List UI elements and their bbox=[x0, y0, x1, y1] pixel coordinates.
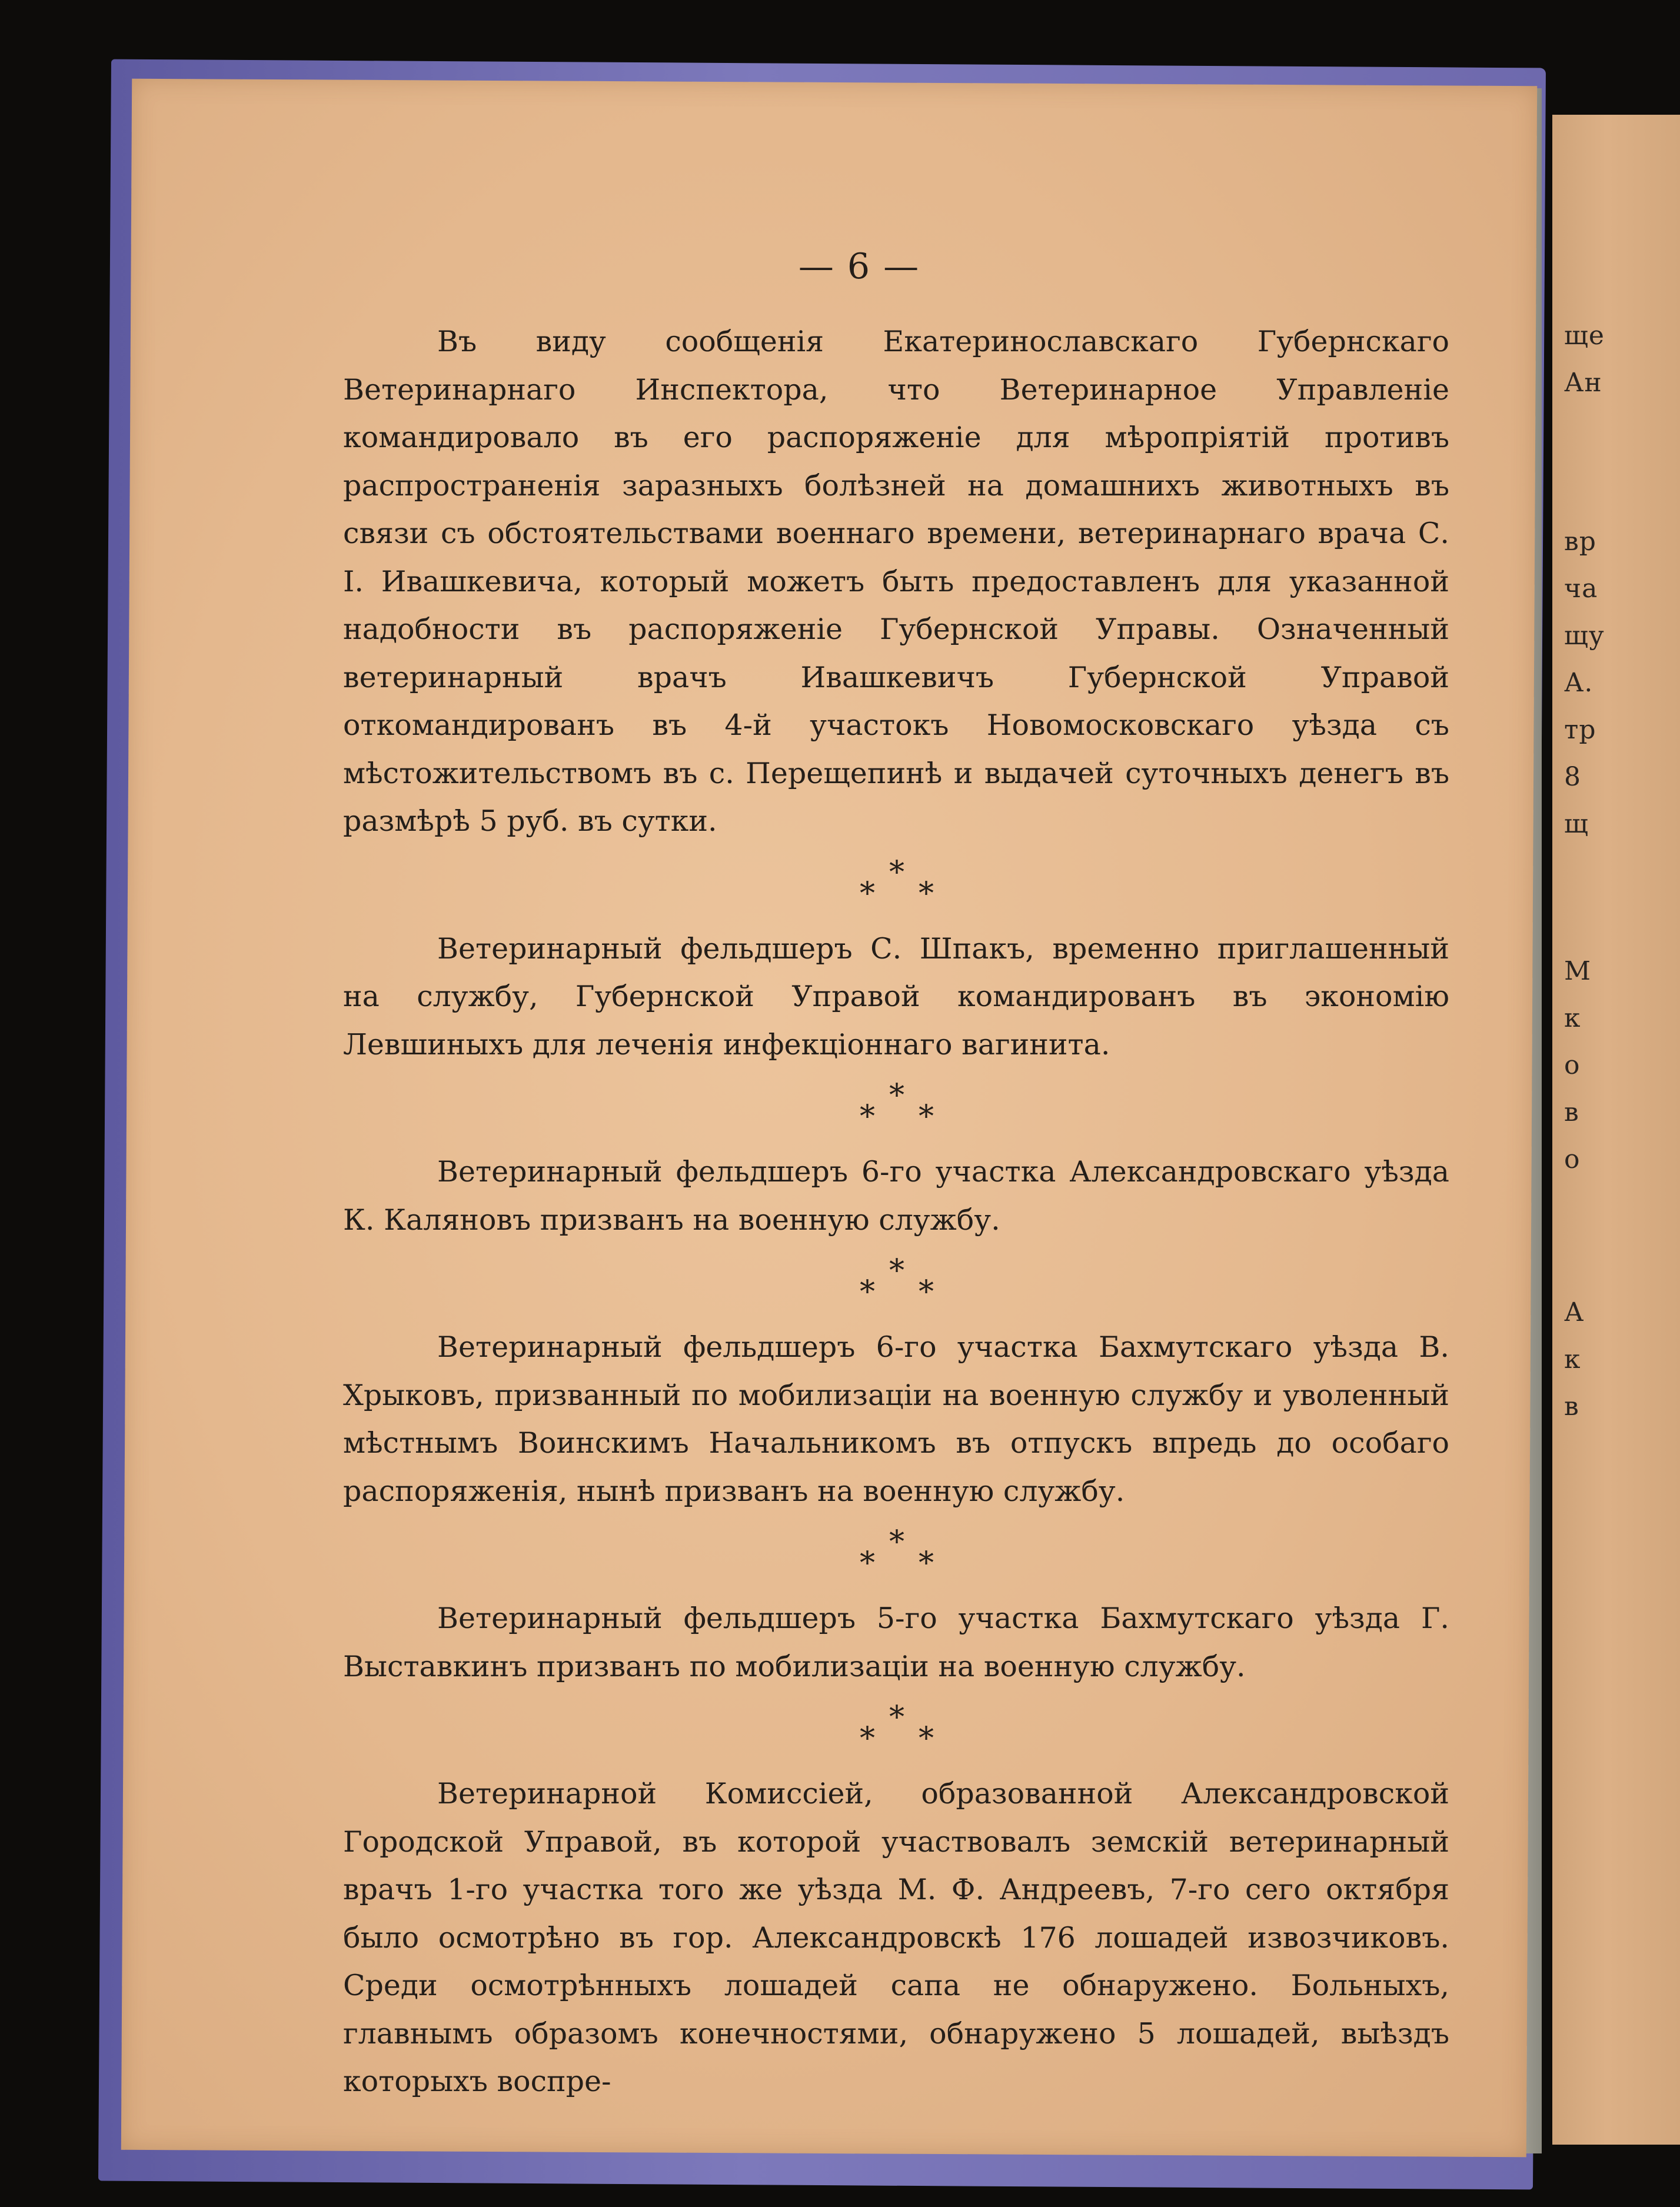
paragraph: Ветеринарный фельдшеръ С. Шпакъ, временно приглашенный на службу, Губернской Управой командированъ въ экономію Левшиныхъ для леченія инфекціоннаго вагинита. bbox=[343, 931, 1449, 1061]
facing-page-fragment: Ан bbox=[1564, 368, 1602, 398]
facing-page-fragment: щу bbox=[1564, 621, 1605, 651]
paragraph: Ветеринарный фельдшеръ 6-го участка Бахмутскаго уѣзда В. Хрыковъ, призванный по мобилизаціи на военную службу и уволенный мѣстнымъ Воинскимъ Начальникомъ въ отпускъ впредь до особаго распоряженія, нынѣ призванъ на военную службу. bbox=[343, 1330, 1449, 1508]
asterism-star: * bbox=[889, 1524, 904, 1560]
asterism-star: * bbox=[860, 876, 875, 911]
asterism-star: * bbox=[860, 1099, 875, 1134]
facing-page-fragment: в bbox=[1564, 1097, 1579, 1127]
asterism-star: * bbox=[919, 1721, 934, 1756]
paragraph: Ветеринарный фельдшеръ 6-го участка Александровскаго уѣзда К. Каляновъ призванъ на военную службу. bbox=[343, 1155, 1449, 1237]
facing-page-fragment: ще bbox=[1564, 321, 1605, 351]
facing-page-fragment: М bbox=[1564, 956, 1592, 986]
asterism-divider bbox=[837, 1515, 955, 1595]
facing-page-fragment: щ bbox=[1564, 809, 1589, 839]
facing-page-fragment: к bbox=[1564, 1344, 1581, 1374]
facing-page-fragment: к bbox=[1564, 1003, 1581, 1033]
facing-page-fragment: в bbox=[1564, 1392, 1579, 1422]
asterism-divider bbox=[837, 1244, 955, 1323]
facing-page-fragment: ча bbox=[1564, 574, 1598, 604]
asterism-star: * bbox=[919, 1099, 934, 1134]
asterism-divider bbox=[837, 1068, 955, 1148]
asterism-star: * bbox=[860, 1721, 875, 1756]
asterism-star: * bbox=[860, 1546, 875, 1581]
asterism-star: * bbox=[889, 1700, 904, 1735]
asterism-star: * bbox=[919, 1546, 934, 1581]
asterism-star: * bbox=[889, 1078, 904, 1113]
paragraph: Ветеринарной Комиссіей, образованной Александровской Городской Управой, въ которой участвовалъ земскій ветеринарный врачъ 1-го участка того же уѣзда М. Ф. Андреевъ, 7-го сего октября было осмотрѣно въ гор. Александровскѣ 176 лошадей извозчиковъ. Среди осмотрѣнныхъ лошадей сапа не обнаружено. Больныхъ, главнымъ образомъ конечностями, обнаружено 5 лошадей, выѣздъ которыхъ воспре- bbox=[343, 1777, 1449, 2098]
asterism-divider bbox=[837, 1690, 955, 1770]
facing-page-fragment: вр bbox=[1564, 527, 1596, 557]
facing-page-fragment: о bbox=[1564, 1144, 1581, 1174]
paragraph: Въ виду сообщенія Екатеринославскаго Губернскаго Ветеринарнаго Инспектора, что Ветеринарное Управленіе командировало въ его распоряженіе для мѣропріятій противъ распространенія заразныхъ болѣзней на домашнихъ животныхъ въ связи съ обстоятельствами военнаго времени, ветеринарнаго врача С. І. Ивашкевича, который можетъ быть предоставленъ для указанной надобности въ распоряженіе Губернской Управы. Означенный ветеринарный врачъ Ивашкевичъ Губернской Управой откомандированъ въ 4-й участокъ Новомосковскаго уѣзда съ мѣстожительствомъ въ с. Перещепинѣ и выдачей суточныхъ денегъ въ размѣрѣ 5 руб. въ сутки. bbox=[343, 325, 1449, 838]
asterism-divider bbox=[837, 845, 955, 925]
page-body bbox=[343, 318, 1449, 2106]
asterism-star: * bbox=[919, 1274, 934, 1310]
facing-page-fragment: А. bbox=[1564, 668, 1593, 698]
asterism-star: * bbox=[889, 1253, 904, 1289]
asterism-star: * bbox=[860, 1274, 875, 1310]
page-number: — 6 — bbox=[798, 246, 920, 287]
facing-page-strip bbox=[1552, 115, 1680, 2145]
facing-page-fragment: тр bbox=[1564, 715, 1596, 745]
facing-page-fragment: А bbox=[1564, 1297, 1585, 1327]
facing-page-fragment: о bbox=[1564, 1050, 1581, 1080]
asterism-star: * bbox=[889, 854, 904, 890]
paragraph: Ветеринарный фельдшеръ 5-го участка Бахмутскаго уѣзда Г. Выставкинъ призванъ по мобилизаціи на военную службу. bbox=[343, 1602, 1449, 1683]
facing-page-fragment: 8 bbox=[1564, 762, 1581, 792]
asterism-star: * bbox=[919, 876, 934, 911]
